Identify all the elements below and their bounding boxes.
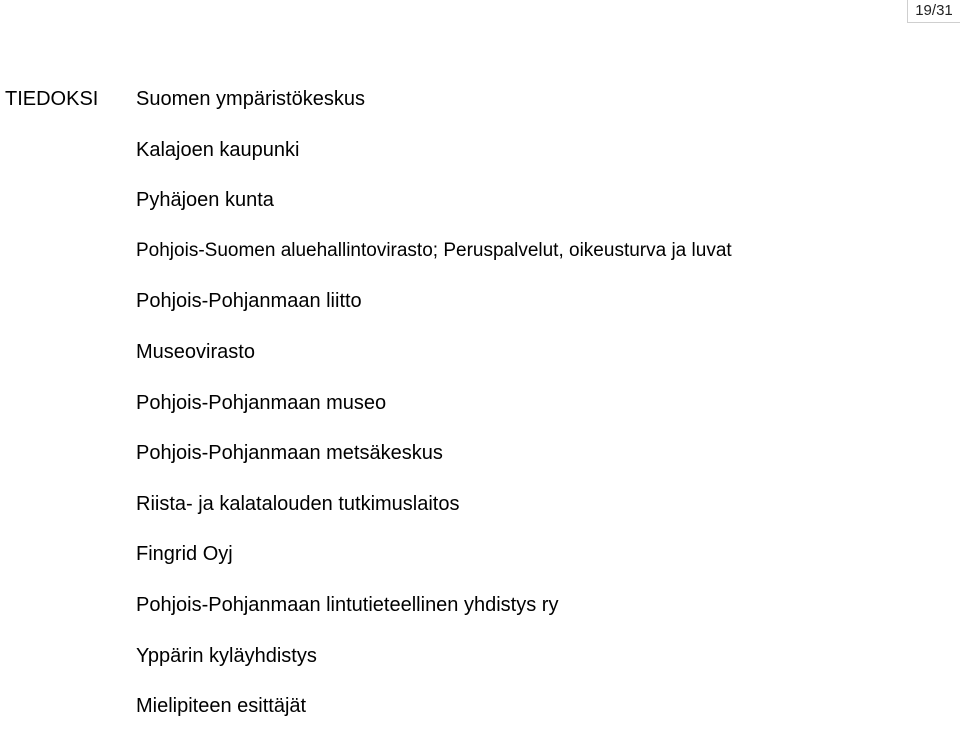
recipient-item: Fingrid Oyj (136, 543, 233, 566)
recipient-item: Pyhäjoen kunta (136, 189, 274, 212)
section-label-tiedoksi: TIEDOKSI (5, 88, 99, 110)
recipient-item: Pohjois-Suomen aluehallintovirasto; Peruspalvelut, oikeusturva ja luvat (136, 239, 732, 261)
recipient-item: Kalajoen kaupunki (136, 138, 300, 161)
recipient-item: Mielipiteen esittäjät (136, 695, 307, 718)
recipient-list (136, 87, 732, 745)
page-number: 19/31 (907, 0, 960, 23)
recipient-item: Museovirasto (136, 340, 255, 363)
recipient-item: Suomen ympäristökeskus (136, 88, 365, 110)
recipient-item: Pohjois-Pohjanmaan museo (136, 391, 387, 414)
recipient-item: Pohjois-Pohjanmaan lintutieteellinen yhdistys ry (136, 593, 559, 616)
recipient-item: Riista- ja kalatalouden tutkimuslaitos (136, 492, 460, 515)
recipient-item: Pohjois-Pohjanmaan liitto (136, 290, 362, 313)
recipient-item: Pohjois-Pohjanmaan metsäkeskus (136, 442, 443, 465)
recipient-item: Yppärin kyläyhdistys (136, 644, 317, 667)
